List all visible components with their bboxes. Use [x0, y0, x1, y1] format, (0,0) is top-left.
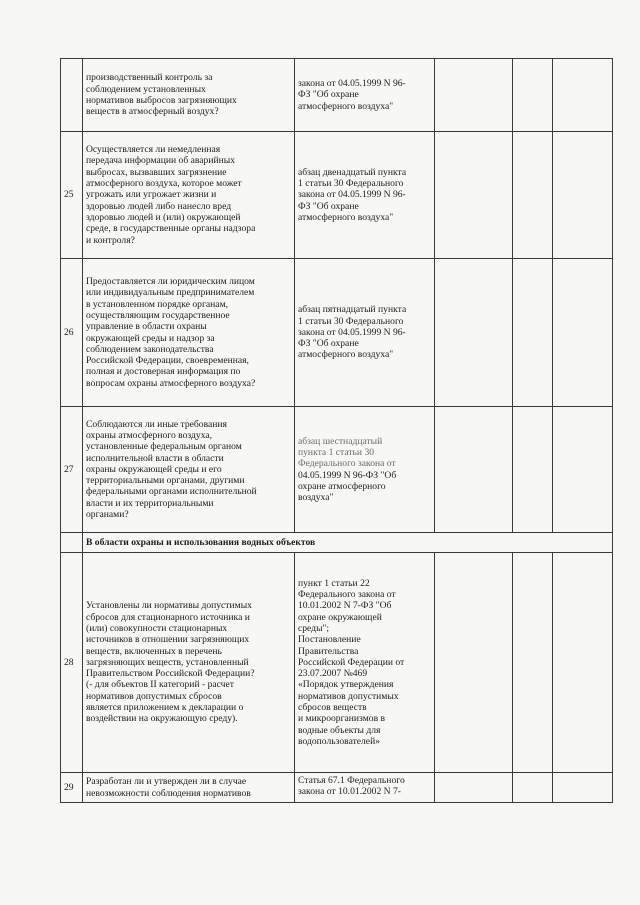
text-line: воздуха" [298, 492, 334, 504]
text-line: Осуществляется ли немедленная [86, 144, 221, 156]
text-line: производственный контроль за [86, 72, 213, 84]
text-line: загрязняющих веществ, установленный [86, 656, 249, 668]
empty-cell-no [513, 553, 553, 773]
text-line: 04.05.1999 N 96-ФЗ "Об [298, 469, 397, 481]
text-line: нормативов допустимых сбросов [86, 690, 222, 702]
text-line: передача информации об аварийных [86, 155, 235, 167]
text-line: Постановление [298, 634, 361, 646]
text-line: соблюдением законодательства [86, 343, 214, 355]
empty-cell-no [513, 259, 553, 407]
empty-cell-note [553, 553, 613, 773]
requirement-cell [83, 773, 295, 803]
table-row [61, 259, 613, 407]
text-line: ФЗ "Об охране [298, 200, 359, 212]
text-line: водные объекты для [298, 724, 381, 736]
row-number: 28 [64, 656, 74, 668]
text-line: Предоставляется ли юридическим лицом [86, 275, 255, 287]
text-line: охраны окружающей среды и его [86, 463, 222, 475]
empty-cell-note [553, 59, 613, 132]
legal-basis-cell [295, 132, 435, 259]
empty-cell-yes [435, 407, 513, 533]
text-line: Российской Федерации, своевременная, [86, 355, 249, 367]
text-line: закона от 04.05.1999 N 96- [298, 189, 406, 201]
text-line: осуществляющим государственное [86, 309, 230, 321]
text-line: сбросов для стационарного источника и [86, 611, 250, 623]
legal-basis-cell [295, 259, 435, 407]
table-row [61, 407, 613, 533]
text-line: нормативов выбросов загрязняющих [86, 95, 237, 106]
requirement-cell [83, 132, 295, 259]
text-line: охраны атмосферного воздуха, [86, 429, 213, 441]
empty-cell-note [553, 773, 613, 803]
text-line: 10.01.2002 N 7-ФЗ "Об [298, 600, 392, 612]
row-number-cell [61, 259, 83, 407]
text-line: «Порядок утверждения [298, 679, 394, 691]
text-line: водопользователей» [298, 736, 381, 748]
text-line: Соблюдаются ли иные требования [86, 418, 227, 430]
text-line: источников в отношении загрязняющих [86, 634, 250, 646]
text-line: (- для объектов II категорий - расчет [86, 679, 234, 691]
text-line: и микроорганизмов в [298, 713, 386, 725]
empty-cell-note [553, 407, 613, 533]
requirements-table [60, 58, 613, 803]
section-header: В области охраны и использования водных объектов [83, 533, 613, 553]
text-line: исполнительной власти в области [86, 452, 224, 464]
text-line: нормативов допустимых [298, 690, 399, 702]
text-line: сбросов веществ [298, 702, 367, 714]
row-number-cell [61, 59, 83, 132]
row-number: 27 [64, 463, 74, 475]
text-line: Статья 67.1 Федерального [298, 775, 405, 786]
text-line: пункт 1 статьи 22 [298, 577, 370, 589]
legal-basis-cell [295, 59, 435, 132]
text-line: среды"; [298, 622, 330, 634]
text-line: территориальными органами, другими [86, 475, 245, 487]
empty-cell-no [513, 407, 553, 533]
text-line: вопросам охраны атмосферного воздуха? [86, 377, 256, 389]
text-line: полная и достоверная информация по [86, 366, 241, 378]
text-line: является приложением к декларации о [86, 702, 244, 714]
text-line: окружающей среды и надзор за [86, 332, 215, 344]
text-line: органами? [86, 509, 129, 521]
text-line: пункта 1 статьи 30 [298, 446, 375, 458]
text-line: охране атмосферного [298, 480, 386, 492]
requirement-cell [83, 553, 295, 773]
empty-cell-yes [435, 132, 513, 259]
row-number: 29 [64, 781, 74, 793]
text-line: выбросах, вызвавших загрязнение [86, 166, 227, 178]
text-line: 1 статьи 30 Федерального [298, 178, 404, 190]
text-line: охране окружающей [298, 611, 382, 623]
text-line: Российской Федерации от [298, 656, 405, 668]
text-line: 1 статьи 30 Федерального [298, 315, 404, 327]
row-number-cell [61, 407, 83, 533]
text-line: воздействии на окружающую среду). [86, 713, 238, 725]
table-row [61, 132, 613, 259]
text-line: закона от 04.05.1999 N 96- [298, 326, 406, 338]
text-line: абзац двенадцатый пункта [298, 166, 407, 178]
text-line: ФЗ "Об охране [298, 338, 359, 350]
row-number-cell [61, 533, 83, 553]
text-line: Правительства [298, 645, 359, 657]
text-line: угрожать или угрожает жизни и [86, 189, 217, 201]
text-line: атмосферного воздуха" [298, 100, 394, 112]
text-line: здоровью людей либо нанесло вред [86, 200, 232, 212]
empty-cell-note [553, 259, 613, 407]
empty-cell-note [553, 132, 613, 259]
text-line: закона от 04.05.1999 N 96- [298, 78, 406, 90]
empty-cell-no [513, 132, 553, 259]
row-number-cell [61, 553, 83, 773]
row-number-cell [61, 773, 83, 803]
requirement-cell [83, 407, 295, 533]
row-number: 26 [64, 326, 74, 338]
table-row [61, 553, 613, 773]
text-line: власти и их территориальными [86, 497, 214, 509]
legal-basis-cell [295, 773, 435, 803]
text-line: Установлены ли нормативы допустимых [86, 600, 252, 612]
text-line: в установленном порядке органам, [86, 298, 229, 310]
text-line: Федерального закона от [298, 458, 396, 470]
text-line: атмосферного воздуха" [298, 211, 394, 223]
requirement-cell [83, 59, 295, 132]
text-line: управление в области охраны [86, 321, 207, 333]
text-line: или индивидуальным предпринимателем [86, 287, 255, 299]
text-line: Разработан ли и утвержден ли в случае [86, 776, 247, 788]
text-line: Федерального закона от [298, 588, 396, 600]
empty-cell-yes [435, 59, 513, 132]
table-row [61, 773, 613, 803]
text-line: веществ, включенных в перечень [86, 645, 222, 657]
table-row [61, 59, 613, 132]
text-line: среде, в государственные органы надзора [86, 223, 256, 235]
text-line: ФЗ "Об охране [298, 89, 359, 101]
text-line: невозможности соблюдения нормативов [86, 787, 251, 799]
text-line: федеральными органами исполнительной [86, 486, 257, 498]
empty-cell-yes [435, 773, 513, 803]
row-number-cell [61, 132, 83, 259]
text-line: Правительством Российской Федерации? [86, 668, 255, 680]
text-line: установленные федеральным органом [86, 441, 242, 453]
text-line: абзац пятнадцатый пункта [298, 304, 407, 316]
section-row [61, 533, 613, 553]
text-line: закона от 10.01.2002 N 7- [298, 786, 401, 798]
text-line: 23.07.2007 №469 [298, 668, 368, 680]
text-line: абзац шестнадцатый [298, 435, 383, 447]
legal-basis-cell [295, 407, 435, 533]
text-line: (или) совокупности стационарных [86, 622, 228, 634]
text-line: и контроля? [86, 234, 135, 246]
text-line: соблюдением установленных [86, 83, 206, 95]
row-number: 25 [64, 189, 74, 201]
empty-cell-no [513, 59, 553, 132]
text-line: веществ в атмосферный воздух? [86, 106, 219, 118]
text-line: атмосферного воздуха" [298, 349, 394, 361]
text-line: атмосферного воздуха, которое может [86, 178, 242, 190]
legal-basis-cell [295, 553, 435, 773]
text-line: здоровью людей и (или) окружающей [86, 211, 241, 223]
empty-cell-yes [435, 553, 513, 773]
requirement-cell [83, 259, 295, 407]
empty-cell-no [513, 773, 553, 803]
empty-cell-yes [435, 259, 513, 407]
